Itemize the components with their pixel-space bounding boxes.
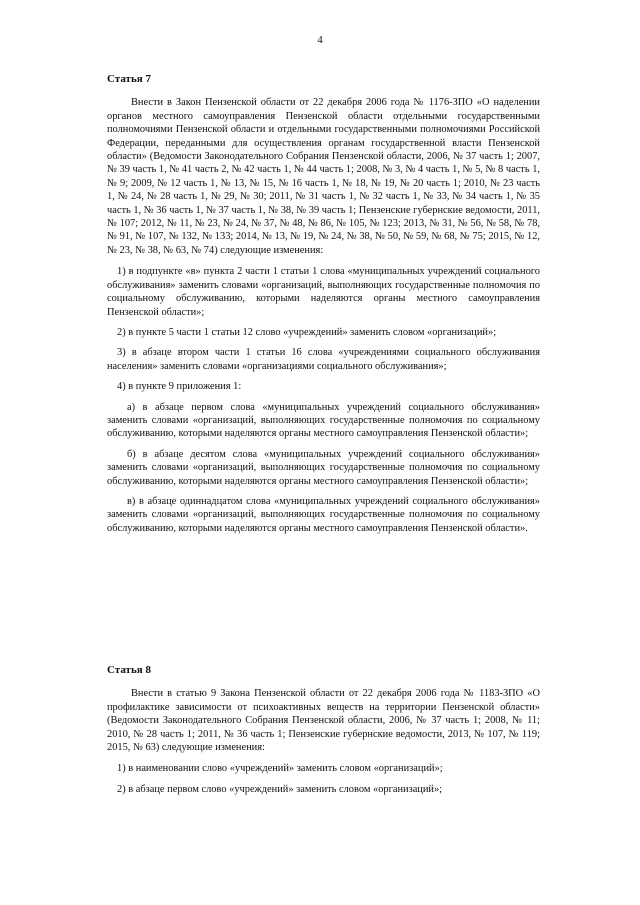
article-7-item-1: 1) в подпункте «в» пункта 2 части 1 статьи 1 слова «муниципальных учреждений социального обслуживания» заменить словами «организаций, выполняющих государственные полномочия по социальному обслуживанию, которыми наделяются органы местного самоуправления Пензенской области»;: [107, 266, 540, 318]
page-number: 4: [317, 34, 323, 46]
article-7-subitem-b: б) в абзаце десятом слова «муниципальных учреждений социального обслуживания» заменить словами «организаций, выполняющих государственные полномочия по социальному обслуживанию, которыми наделяются органы местного самоуправления Пензенской области»;: [107, 448, 540, 487]
article-7-item-4: 4) в пункте 9 приложения 1:: [117, 381, 242, 393]
article-8: [107, 664, 540, 803]
article-7-subitem-a: а) в абзаце первом слова «муниципальных учреждений социального обслуживания» заменить словами «организаций, выполняющих государственные полномочия по социальному обслуживанию, которыми наделяются органы местного самоуправления Пензенской области»;: [107, 401, 540, 440]
article-8-title: Статья 8: [107, 664, 151, 676]
article-8-item-1: 1) в наименовании слово «учреждений» заменить словом «организаций»;: [117, 763, 443, 775]
article-8-intro: Внести в статью 9 Закона Пензенской области от 22 декабря 2006 года № 1183-ЗПО «О профилактике зависимости от психоактивных веществ на территории Пензенской области» (Ведомости Законодательного Собрания Пензенской области, 2006, № 37 часть 1; 2008, № 11; 2010, № 28 часть 1; 2011, № 36 часть 1; Пензенские губернские ведомости, 2013, № 107, № 119; 2015, № 63) следующие изменения:: [107, 688, 540, 754]
article-7-subitem-v: в) в абзаце одиннадцатом слова «муниципальных учреждений социального обслуживания» заменить словами «организаций, выполняющих государственные полномочия по социальному обслуживанию, которыми наделяются органы местного самоуправления Пензенской области».: [107, 495, 540, 534]
article-7-title: Статья 7: [107, 73, 151, 85]
article-7: [107, 73, 540, 542]
article-8-item-2: 2) в абзаце первом слово «учреждений» заменить словом «организаций»;: [117, 783, 443, 795]
article-7-item-2: 2) в пункте 5 части 1 статьи 12 слово «учреждений» заменить словом «организаций»;: [117, 326, 497, 338]
article-7-item-3: 3) в абзаце втором части 1 статьи 16 слова «учреждениями социального обслуживания населения» заменить словами «организациями социального обслуживания»;: [107, 347, 540, 372]
article-7-intro: Внести в Закон Пензенской области от 22 декабря 2006 года № 1176-ЗПО «О наделении органов местного самоуправления Пензенской области отдельными государственными полномочиями Пензенской области и отдельными государственными полномочиями Российской Федерации, переданными для осуществления органам государственной власти Пензенской области» (Ведомости Законодательного Собрания Пензенской области, 2006, № 37 часть 1; 2007, № 39 часть 1, № 41 часть 2, № 42 часть 1, № 44 часть 1; 2008, № 3, № 4 часть 1, № 5, № 8 часть 1, № 9; 2009, № 12 часть 1, № 13, № 15, № 16 часть 1, № 18, № 19, № 20 часть 1; 2010, № 23 часть 1, № 24, № 28 часть 1, № 29, № 30; 2011, № 31 часть 1, № 32 часть 1, № 33, № 34 часть 1, № 35 часть 1, № 36 часть 1, № 37 часть 1, № 38, № 39 часть 1; Пензенские губернские ведомости, 2011, № 107; 2012, № 11, № 23, № 24, № 37, № 48, № 86, № 105, № 123; 2013, № 31, № 56, № 58, № 78, № 91, № 107, № 132, № 133; 2014, № 13, № 19, № 24, № 38, № 50, № 59, № 68, № 75; 2015, № 12, № 23, № 38, № 63, № 74) следующие изменения:: [107, 97, 540, 256]
